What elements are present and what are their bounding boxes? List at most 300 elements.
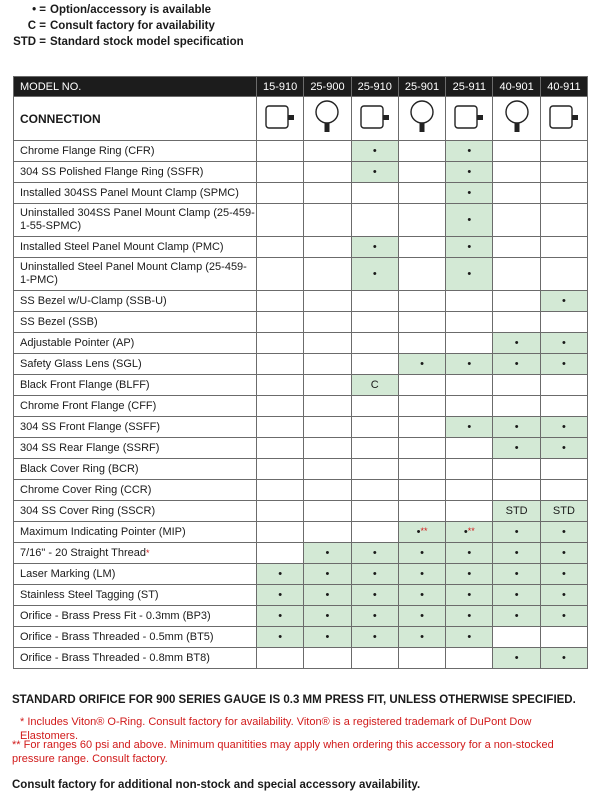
table-row [14,606,588,627]
availability-mark: • [514,337,519,349]
availability-cell [540,438,587,459]
accessory-label [14,333,257,354]
availability-cell [257,291,304,312]
availability-cell [304,480,351,501]
availability-cell [493,480,540,501]
availability-cell [398,162,445,183]
availability-cell [398,141,445,162]
availability-cell [304,606,351,627]
double-star-note: ** For ranges 60 psi and above. Minimum quanitities may apply when ordering this accessory for a non-stocked pressure range. Consult factory. [12,739,554,765]
availability-mark: • [562,421,566,433]
availability-cell [493,459,540,480]
availability-mark: • [372,241,377,253]
availability-mark: • [372,145,377,157]
accessory-label-text: Uninstalled 304SS Panel Mount Clamp (25-459-1-55-SPMC) [20,207,255,232]
availability-cell [304,312,351,333]
footnote-marker: * [146,547,150,558]
availability-cell [493,141,540,162]
consult-note: Consult factory for additional non-stock and special accessory availability. [12,779,421,791]
availability-cell [257,501,304,522]
table-row [14,375,588,396]
availability-mark: • [467,358,472,370]
availability-cell [493,258,540,291]
availability-cell [446,480,493,501]
availability-cell [540,627,587,648]
accessory-label-text: Orifice - Brass Threaded - 0.8mm BT8) [20,651,210,664]
availability-cell [446,396,493,417]
model-header: 15-910 [257,77,304,97]
table-row [14,396,588,417]
availability-mark: • [467,187,472,199]
availability-cell [446,258,493,291]
table-row [14,204,588,237]
table-row [14,333,588,354]
availability-mark: • [514,442,519,454]
availability-cell [304,333,351,354]
availability-cell [351,564,398,585]
accessory-label-text: Stainless Steel Tagging (ST) [20,588,159,601]
availability-cell [540,417,587,438]
availability-mark: • [514,610,519,622]
availability-mark: • [467,268,472,280]
accessory-label-text: SS Bezel w/U-Clamp (SSB-U) [20,294,167,307]
availability-mark: • [278,610,283,622]
availability-cell [304,396,351,417]
legend [12,2,244,50]
accessory-label-text: Maximum Indicating Pointer (MIP) [20,525,186,538]
table-row [14,141,588,162]
availability-cell [398,606,445,627]
availability-cell [540,333,587,354]
accessory-label [14,258,257,291]
accessory-label [14,438,257,459]
accessory-label [14,627,257,648]
availability-cell [257,354,304,375]
availability-cell [257,585,304,606]
availability-cell [351,291,398,312]
accessory-label-text: Orifice - Brass Press Fit - 0.3mm (BP3) [20,609,211,622]
model-header: 25-900 [304,77,351,97]
accessory-label [14,237,257,258]
availability-mark: • [514,589,519,601]
availability-mark: • [372,547,377,559]
availability-cell [493,648,540,669]
accessory-label [14,417,257,438]
legend-row [12,34,244,50]
availability-cell [493,333,540,354]
availability-cell [351,375,398,396]
availability-cell [540,564,587,585]
availability-mark: • [325,610,330,622]
accessory-label-text: Black Cover Ring (BCR) [20,462,139,475]
availability-mark: • [562,610,566,622]
availability-cell [351,237,398,258]
accessory-label [14,480,257,501]
availability-cell [540,648,587,669]
legend-row [12,2,244,18]
accessory-label [14,543,257,564]
table-row [14,501,588,522]
accessory-label-text: Black Front Flange (BLFF) [20,378,150,391]
availability-cell [446,204,493,237]
availability-mark: • [420,610,424,622]
connection-row [14,97,588,141]
availability-cell [446,522,493,543]
availability-mark: • [467,547,472,559]
availability-cell [493,204,540,237]
availability-cell [257,375,304,396]
connection-cell [351,97,398,141]
availability-cell [398,375,445,396]
model-header: 25-901 [398,77,445,97]
availability-cell [257,627,304,648]
table-row [14,291,588,312]
back-mount-square-icon [358,100,392,134]
availability-cell [398,459,445,480]
availability-mark: • [562,442,566,454]
availability-cell [446,606,493,627]
accessory-label [14,354,257,375]
table-row [14,237,588,258]
availability-mark: • [372,610,377,622]
accessory-label [14,183,257,204]
availability-mark: • [467,610,472,622]
availability-cell [446,162,493,183]
availability-cell [257,141,304,162]
availability-cell [398,543,445,564]
availability-mark: • [325,547,330,559]
bottom-mount-round-icon [405,99,439,135]
accessory-label-text: Uninstalled Steel Panel Mount Clamp (25-459-1-PMC) [20,261,247,286]
availability-mark: • [562,568,566,580]
availability-mark: • [514,568,519,580]
accessory-label-text: Chrome Cover Ring (CCR) [20,483,152,496]
availability-cell [398,438,445,459]
accessory-label [14,564,257,585]
availability-cell [540,375,587,396]
accessory-table [13,76,588,669]
availability-cell [446,183,493,204]
availability-cell [304,564,351,585]
availability-cell [446,564,493,585]
accessory-label-text: Orifice - Brass Threaded - 0.5mm (BT5) [20,630,214,643]
accessory-label-text: Chrome Front Flange (CFF) [20,399,157,412]
connection-cell [257,97,304,141]
availability-cell [351,459,398,480]
connection-cell [493,97,540,141]
availability-mark: • [562,337,566,349]
availability-cell [493,354,540,375]
accessory-label [14,648,257,669]
availability-cell [540,183,587,204]
table-row [14,459,588,480]
availability-cell [540,522,587,543]
model-header: 25-911 [446,77,493,97]
availability-cell [351,417,398,438]
availability-cell [540,162,587,183]
back-mount-square-icon [547,100,581,134]
availability-mark: • [467,145,472,157]
availability-cell [304,258,351,291]
availability-cell [257,396,304,417]
availability-mark: • [420,568,424,580]
availability-cell [351,543,398,564]
availability-cell [540,354,587,375]
availability-cell [398,291,445,312]
availability-mark: • [467,631,472,643]
availability-cell [257,333,304,354]
table-row [14,312,588,333]
availability-cell [351,627,398,648]
accessory-label-text: 304 SS Front Flange (SSFF) [20,420,160,433]
availability-cell [446,417,493,438]
availability-cell [493,438,540,459]
table-row [14,354,588,375]
legend-text: Standard stock model specification [50,36,244,48]
availability-mark: •** [416,526,428,538]
availability-cell [398,522,445,543]
availability-mark: • [372,166,377,178]
availability-cell [257,480,304,501]
accessory-label [14,204,257,237]
availability-cell [257,162,304,183]
availability-cell [446,312,493,333]
availability-mark: • [467,214,472,226]
availability-cell [493,237,540,258]
availability-cell [493,522,540,543]
availability-cell [493,312,540,333]
availability-cell [398,354,445,375]
availability-mark: • [467,166,472,178]
accessory-label-text: Chrome Flange Ring (CFR) [20,144,155,157]
availability-cell [351,480,398,501]
availability-mark: • [562,358,566,370]
availability-cell [304,417,351,438]
availability-cell [540,312,587,333]
availability-mark: • [372,268,377,280]
availability-cell [304,648,351,669]
bottom-mount-round-icon [310,99,344,135]
accessory-label [14,375,257,396]
availability-cell [540,501,587,522]
availability-cell [540,543,587,564]
availability-mark: • [562,526,566,538]
availability-cell [493,564,540,585]
availability-cell [351,258,398,291]
availability-cell [493,543,540,564]
availability-cell [493,501,540,522]
availability-cell [351,585,398,606]
availability-cell [540,459,587,480]
table-row [14,480,588,501]
availability-cell [257,564,304,585]
availability-mark: C [370,379,379,391]
availability-cell [351,162,398,183]
table-row [14,417,588,438]
availability-cell [540,258,587,291]
availability-cell [540,606,587,627]
availability-cell [351,312,398,333]
availability-mark: • [562,295,566,307]
availability-cell [446,627,493,648]
accessory-label [14,501,257,522]
model-header: 40-911 [540,77,587,97]
availability-cell [493,396,540,417]
availability-mark: • [514,358,519,370]
connection-cell [398,97,445,141]
legend-symbol: STD = [13,36,46,48]
availability-cell [257,459,304,480]
accessory-label-text: 304 SS Polished Flange Ring (SSFR) [20,165,204,178]
availability-cell [257,258,304,291]
availability-mark: • [562,547,566,559]
accessory-label-text: Adjustable Pointer (AP) [20,336,135,349]
accessory-label-text: SS Bezel (SSB) [20,315,98,328]
availability-cell [398,648,445,669]
accessory-label-text: Installed Steel Panel Mount Clamp (PMC) [20,240,224,253]
availability-cell [493,627,540,648]
availability-cell [398,312,445,333]
table-row [14,648,588,669]
availability-cell [257,522,304,543]
availability-cell [446,237,493,258]
availability-cell [304,543,351,564]
availability-cell [257,183,304,204]
availability-mark: • [467,589,472,601]
model-header-row [14,77,588,97]
table-row [14,564,588,585]
accessory-label [14,162,257,183]
availability-cell [398,204,445,237]
availability-mark: • [372,568,377,580]
availability-mark: • [467,421,472,433]
availability-cell [398,183,445,204]
back-mount-square-icon [452,100,486,134]
availability-cell [446,375,493,396]
accessory-label [14,291,257,312]
availability-cell [398,627,445,648]
connection-cell [540,97,587,141]
availability-cell [493,606,540,627]
availability-mark: • [420,631,424,643]
availability-cell [257,237,304,258]
availability-cell [304,585,351,606]
accessory-label [14,141,257,162]
availability-cell [493,585,540,606]
table-body [14,141,588,669]
availability-mark: • [514,421,519,433]
availability-cell [304,183,351,204]
availability-cell [351,141,398,162]
connection-header: CONNECTION [14,97,257,141]
accessory-label [14,522,257,543]
availability-cell [398,417,445,438]
availability-cell [540,237,587,258]
availability-mark: • [420,547,424,559]
accessory-label [14,585,257,606]
availability-cell [446,333,493,354]
availability-cell [257,606,304,627]
legend-text: Consult factory for availability [50,20,215,32]
accessory-label [14,312,257,333]
availability-cell [304,162,351,183]
availability-cell [304,501,351,522]
table-row [14,162,588,183]
availability-cell [257,438,304,459]
legend-text: Option/accessory is available [50,4,212,16]
availability-mark: • [372,589,377,601]
availability-cell [304,375,351,396]
table-row [14,258,588,291]
availability-cell [493,183,540,204]
model-header: 25-910 [351,77,398,97]
availability-mark: STD [505,505,528,517]
availability-cell [304,291,351,312]
availability-mark: •** [463,526,475,538]
table-row [14,522,588,543]
accessory-label-text: 304 SS Cover Ring (SSCR) [20,504,156,517]
table-row [14,543,588,564]
legend-row [12,18,244,34]
availability-cell [304,204,351,237]
availability-cell [398,564,445,585]
table-row [14,627,588,648]
availability-cell [304,237,351,258]
availability-cell [398,333,445,354]
accessory-label-text: Safety Glass Lens (SGL) [20,357,142,370]
availability-mark: • [278,589,283,601]
availability-cell [540,396,587,417]
availability-cell [446,291,493,312]
legend-symbol: C = [27,20,46,32]
availability-mark: • [372,631,377,643]
availability-cell [446,438,493,459]
table-row [14,438,588,459]
availability-cell [493,417,540,438]
availability-cell [398,258,445,291]
accessory-label [14,396,257,417]
availability-cell [398,237,445,258]
availability-mark: • [420,589,424,601]
availability-cell [446,141,493,162]
table-row [14,183,588,204]
availability-mark: • [278,568,283,580]
connection-cell [304,97,351,141]
availability-cell [540,585,587,606]
availability-cell [304,627,351,648]
availability-cell [257,543,304,564]
availability-mark: • [562,652,566,664]
availability-cell [351,501,398,522]
availability-cell [493,375,540,396]
availability-mark: • [325,589,330,601]
availability-cell [446,648,493,669]
availability-cell [540,291,587,312]
availability-cell [304,522,351,543]
table-row [14,585,588,606]
availability-mark: • [514,652,519,664]
availability-mark: • [514,547,519,559]
legend-symbol: • = [32,4,46,16]
availability-cell [351,648,398,669]
availability-cell [398,396,445,417]
availability-cell [351,333,398,354]
availability-cell [351,396,398,417]
availability-cell [446,354,493,375]
availability-cell [351,606,398,627]
availability-mark: • [325,631,330,643]
availability-cell [351,183,398,204]
